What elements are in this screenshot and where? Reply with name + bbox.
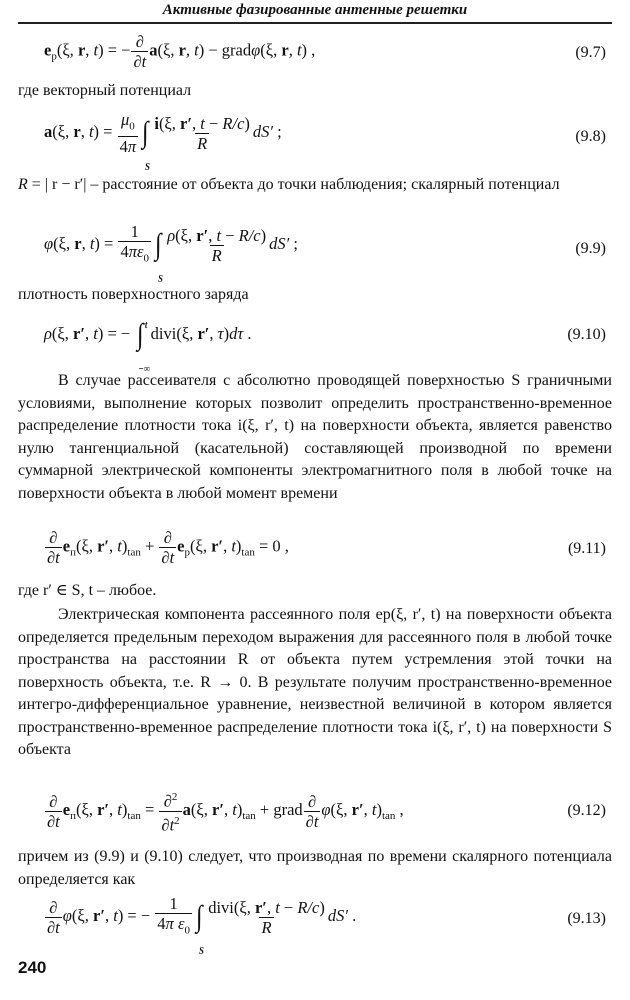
paragraph-5: где r′ ∈ S, t – любое.: [18, 582, 157, 599]
equation-9-11: $\frac{\partial}{\partial t}$ $e_п(\xi$, r′, $t)_{tan}$ + $\frac{\partial}{\partial t}$ $e_p(\xi$, r′, $t)_{tan} = 0$ , (9.11): [47, 528, 606, 567]
paragraph-2: [18, 174, 612, 197]
paragraph-3: плотность поверхностного заряда: [18, 286, 249, 303]
paragraph-4: В случае рассеивателя с абсолютно проводящей поверхностью S граничными условиями, выполнение которых позволит определить пространственно-временное распределение плотности тока i(ξ, r′, t) на поверхности объекта, является равенство нулю тангенциальной (касательной) составляющей производной по времени суммарной электрической компоненты электромагнитного поля в любой точке на поверхности объекта в любой момент времени: [18, 372, 612, 502]
equation-number: (9.11): [567, 540, 606, 557]
equation-number: (9.8): [575, 128, 606, 145]
equation-9-8: a(ξ, r, t) = $\frac{\mu_0}{4\pi}$ ∫ S $\frac{i(\xi, r', t - R/c)}{R}$ dS′ ; (9.8): [44, 110, 606, 174]
equation-9-12: $\frac{\partial}{\partial t}$ $e_п(\xi$, r′, $t)_{tan}$ = $\frac{\partial^2}{\partial t^2}$ a(ξ, r′, $t)_{tan}$ + grad $\frac{\partial}{\partial t}$ φ(ξ, r′, $t)_{tan}$ , (9.12): [47, 791, 606, 834]
page-number: 240: [18, 958, 47, 977]
text-var-R: R: [18, 176, 28, 193]
equation-9-7: $e_p(\xi$, r, t) = − $\frac{\partial}{\partial t}$ a(ξ, r, t) − gradφ(ξ, r, t) , (9.7): [44, 32, 606, 71]
equation-number: (9.7): [575, 44, 606, 61]
equation-9-10: ρ(ξ, r′, t) = − ∫ t −∞ divi(ξ, r′, τ)dτ . (9.10): [44, 318, 606, 375]
running-header: Активные фазированные антенные решетки: [18, 0, 612, 24]
paragraph-6: Электрическая компонента рассеянного поля eр(ξ, r′, t) на поверхности объекта определяется предельным переходом выражения для рассеянного поля в любой точке пространства на расстоянии R от объекта путем устремления этой точки на поверхность объекта, т.е. R → 0. В результате получим пространственно-временное интегро-дифференциальное уравнение, неизвестной величиной в котором является пространственно-временное распределение плотности тока i(ξ, r′, t) на поверхности S объекта: [18, 606, 612, 758]
paragraph-1: где векторный потенциал: [18, 82, 192, 99]
equation-9-13: $\frac{\partial}{\partial t}$ φ(ξ, r′, t) = − $\frac{1}{4\pi \varepsilon_0}$ ∫ S $\frac{\text{divi(ξ, r′, t − R/c)}}{R}$ dS′ . (9.13): [47, 894, 606, 958]
equation-number: (9.9): [575, 240, 606, 257]
equation-9-9: φ(ξ, r, t) = $\frac{1}{4\pi\varepsilon_0}$ ∫ S $\frac{\rho(\xi, r', t - R/c)}{R}$ dS′ ; (9.9): [44, 222, 606, 286]
equation-number: (9.10): [567, 326, 606, 343]
text-p2-rest: = | r − r′| – расстояние от объекта до точки наблюдения; скалярный потенциал: [27, 176, 560, 193]
equation-number: (9.13): [567, 910, 606, 927]
equation-number: (9.12): [567, 802, 606, 819]
paragraph-7: причем из (9.9) и (9.10) следует, что производная по времени скалярного потенциала определяется как: [18, 848, 612, 888]
